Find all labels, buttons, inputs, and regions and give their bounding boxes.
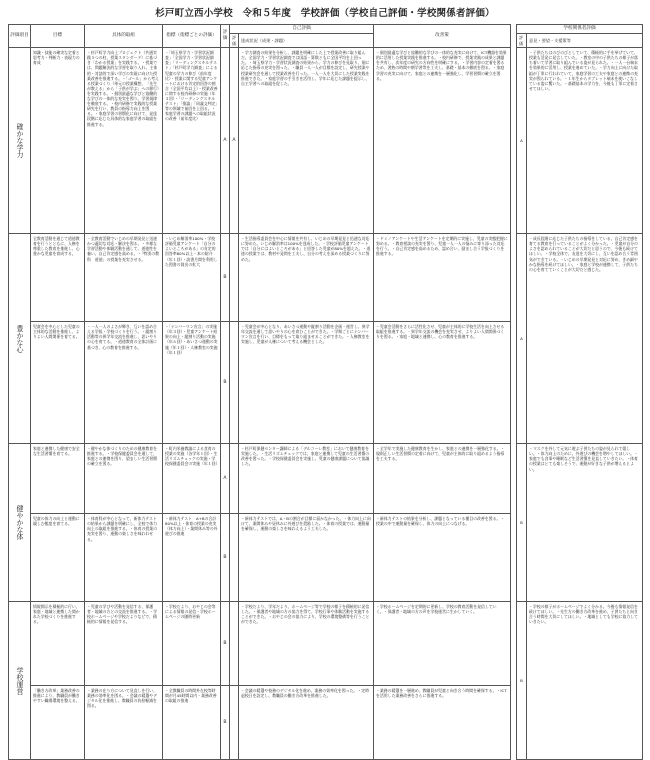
self-grade: A: [230, 48, 239, 234]
self-evaluation-table: [8, 24, 511, 760]
self-grade: [230, 322, 239, 444]
improvement-cell: ・ドミノアンケートや生活アンケートを定期的に実施し、児童の実態把握に努める。・教育相談の充実を図り、児童一人一人の悩みに寄り添った対応を行う。・自己肯定感を高めるため、認め合い、励まし合う学級づくりを推進する。: [374, 234, 511, 322]
indicator-cell: ・学校だより、おやじの会等による情報の発信・学校ホームページの随時更新: [163, 602, 221, 686]
measures-cell: ・業務の在り方について見直しを行い、業務の効率化を図る。・会議の精選やデジタル化を推進し、教職員の負担軽減を図る。: [85, 686, 163, 760]
result-cell: ・杉戸町保健センター講師による「デルコーレ教室」において健康教育を実施した。・生活リズムチェックでは、家庭と連携して児童の生活習慣の改善を図った。・学校保健委員会を実施し、児童の健康課題について協議した。: [239, 444, 374, 514]
related-grade: B: [517, 444, 527, 602]
area-label: 確かな学力: [9, 48, 31, 234]
related-evaluation-table: [516, 24, 643, 760]
table-row: [9, 444, 511, 514]
result-cell: ・生活指導委員会を中心に情報を共有し、いじめの早期発見と迅速な対応に努めた。いじめ解消率は100%を達成した。・学校評価児童アンケートでは「自分にはよいところがある」と回答した児童が80%を超えた。・道徳の授業では、教材や発問を工夫し、自分の考えを深める授業づくりに努めた。: [239, 234, 374, 322]
indicator-grade: A: [221, 444, 230, 514]
goal-cell: 児童の体力の向上と運動に親しむ態度を育てる。: [31, 514, 85, 602]
table-row: [9, 322, 511, 444]
header-related-eval: 評価: [517, 34, 527, 48]
improvement-cell: ・学校ホームページを定期的に更新し、学校の教育活動を発信していく。・保護者・地域の方の声を学校運営に生かしていく。: [374, 602, 511, 686]
indicator-grade: B: [221, 322, 230, 444]
improvement-cell: ・個別最適な学びと協働的な学びの一体的な充実に向けて、ICT機器を効果的に活用した授業実践を推進する。・校内研修で、授業実践の成果と課題を共有し、次年度の研究の方向性を明確にする。・学習内容の定着を図るため、習熟の時間や朝学習等を工夫し、基礎・基本の徹底を図る。・家庭学習の充実に向けて、家庭との連携を一層強化し、学習習慣の確立を図る。: [374, 48, 511, 234]
indicator-cell: ・いじめ解消率100%・学校評価児童アンケート「自分のよいところがある」の肯定的回答率80%以上・本の紹介（年１回）・読書月間を利用した図書の貸出の拡大: [163, 234, 221, 322]
table-row: [9, 514, 511, 602]
indicator-cell: ・全教職員の時間外在校等時間が月45時間以内・業務改善の取組の推進: [163, 686, 221, 760]
header-opinion: 意見・要望・支援策等: [527, 34, 643, 48]
improvement-cell: ・新体力テストの結果を分析し、課題となっている種目の改善を図る。・授業の中で運動量を確保し、体力の向上につなげる。: [374, 514, 511, 602]
opinion-cell: ・成長段階に応じた子供たちの指導をしている。自己肯定感を育てる教育を行っていることがよく分かった。・児童が自分のよさを認められていることが大切だと思うので、今後も続けてほしい。・学校全体で、友達を大切にし、互いを認め合う雰囲気ができている。・いじめの早期発見と対応に努め、きめ細やかな指導を続けてほしい。・家庭と学校が連携して、子供たちの心を育てていくことが大切だと感じた。: [527, 234, 643, 444]
result-cell: ・学力調査の結果を分析し、課題を明確にした上で授業改善に取り組んだ。全国学力・学習状況調査では国語・算数ともに全国平均を上回った。・埼玉県学力・学習状況調査の結果から、学力の伸びを見取り、個に応じた指導の充実を図った。・職員一人一人が目標を設定し、研究授業や授業研究会を通して授業改善を行った。一人一人を大切にした授業実践を推進できた。・家庭学習の手引きを活用し、学年に応じた課題を提示し、自主学習への取組を促した。: [239, 48, 374, 234]
improvement-cell: ・全学年で実施した健康教育を生かし、家庭との連携を一層強化する。・規則正しい生活習慣の定着に向けて、児童が主体的に取り組めるよう指導を工夫する。: [374, 444, 511, 514]
related-grade: A: [517, 48, 527, 234]
header-self-eval: 自己評価: [230, 25, 374, 34]
measures-cell: ・杉戸町学力向上プロジェクト（共通実践５つの柱、授業スタンダード）に基づき「わかる授業」を実践する。・授業では、問題解決的な学習を取り入れ、主体的・対話的で深い学びの実現に向けた授業改善を推進する。・「ゴール」から考える授業づくり（単元の授業構想、「先生が教える」から「子供が学ぶ」への移行）を実践する。・個別最適な学びと協働的な学びの一体的な充実を図り、学習規律を徹底する。・校内研修で実践的な授業研究を行い、教員の指導力向上を図る。・家庭学習の習慣化に向けて、発達段階に応じた具体的な家庭学習の取組を推進する。: [85, 48, 163, 234]
result-cell: ・新体力テストでは、A・Bの割合が目標に届かなかった。・体力向上に向けて、業間休みや昼休みに外遊びを奨励した。・体育の授業では、運動量を確保し、運動の楽しさを味わえるよう工夫した。: [239, 514, 374, 602]
table-row: [517, 48, 643, 234]
indicator-cell: ・町内栄養教諭による食育の授業の実施（各学年１回）・生活リズムチェックの実施・学校保健委員会の実施（年１回）: [163, 444, 221, 514]
table-row: [517, 602, 643, 760]
table-row: [9, 234, 511, 322]
indicator-grade: B: [221, 234, 230, 322]
header-goal: 目標: [31, 25, 85, 48]
result-cell: ・児童会が中心となり、あいさつ運動や縦割り活動を企画・運営し、異学年交流を通して思いやりの心を育むことができた。・学期ごとにナンバーワン宣言を行い、目標をもって取り組ませることができた。・人権教室を実施し、児童が人権について考える機会とした。: [239, 322, 374, 444]
header-eval: 評価: [221, 25, 230, 48]
result-cell: ・会議の精選や校務のデジタル化を進め、業務の効率化を図った。・定時退校日を設定し、教職員の働き方改革を推進した。: [239, 686, 374, 760]
header-area: 評価項目: [9, 25, 31, 48]
related-grade: A: [517, 234, 527, 444]
indicator-grade: B: [221, 686, 230, 760]
measures-cell: ・全教育活動でいじめの早期発見と迅速かつ適切な対応・解決を図る。・多様な学習活動や体験活動を通して、道徳性を養い、自己肯定感を高める。・「特別の教科 道徳」の授業を充実させる。: [85, 234, 163, 322]
header-eval-2: 評価: [230, 34, 239, 48]
goal-cell: 「働き方改革」業務改善の推進により、教職員が働きやすい職場環境を整える。: [31, 686, 85, 760]
header-result: 達成状況（成果・課題）: [239, 34, 374, 48]
self-grade: [230, 444, 239, 514]
indicator-cell: ・「ナンバーワン宣言」の実施（年３回）・児童アンケート結果の向上・縦割り活動の実施（年６回）・あいさつ運動の実施（年１回）・人権教室の実施（年１回）: [163, 322, 221, 444]
self-grade: [230, 602, 239, 686]
table-row: [517, 444, 643, 602]
improvement-cell: ・業務の精選を一層進め、教職員が児童と向き合う時間を確保する。・ICTを活用した業務改善をさらに推進する。: [374, 686, 511, 760]
goal-cell: 家庭と連携した健康で安全な生活習慣を育てる。: [31, 444, 85, 514]
area-label: 豊かな心: [9, 234, 31, 444]
goal-cell: 全教育活動を通じて道徳教育を行うとともに、人権を尊重した教育を推進し、心豊かな児童を育成する。: [31, 234, 85, 322]
header-indicator: 指標（指標ごとの評価）: [163, 25, 221, 48]
self-grade: [230, 686, 239, 760]
table-row: [517, 234, 643, 444]
goal-cell: 児童会を中心とした児童の主体的な活動を推進し、よりよい人間関係を育てる。: [31, 322, 85, 444]
indicator-grade: A: [221, 48, 230, 234]
area-label: 学校運営: [9, 602, 31, 760]
self-grade: [230, 234, 239, 322]
opinion-cell: ・子供たちはのびのびとしていて、積極的に手を挙げていて、授業も活発に発言していた。・教室の中の子供たちの様子が落ち着いて学習に取り組んでいる姿が見られた。・一人一台端末を効果的に活用し、授業を進めていた。・学力向上に向けた取組が丁寧に行われていて、家庭学習の工夫や家庭との連携の充実が図られている。・１年生からタブレット端末を使いこなしている姿に驚いた。・基礎基本の学力を、今後も丁寧に定着させてほしい。: [527, 48, 643, 234]
measures-cell: ・一人一人のよさが輝き、互いを認め合える学級・学校づくりを行う。・縦割り活動等の異学年交流を推進し、思いやりの心を育てる。・道徳教育の全体計画に基づき、心の教育を推進する。: [85, 322, 163, 444]
table-row: [9, 686, 511, 760]
opinion-cell: ・学校の様子がホームページでよく分かる。今後も情報発信を続けてほしい。・先生方の働き方改革を進め、子供たちと向き合う時間を大切にしてほしい。・地域としても学校に協力していきたい。: [527, 602, 643, 760]
result-cell: ・学校だより、学年だより、ホームページ等で学校の様子を積極的に発信した。・保護者や地域の方の協力を得て、学校行事や体験活動を実施することができた。・おやじの会の協力により、学校の環境整備等を行うことができた。: [239, 602, 374, 686]
improvement-cell: ・児童会活動をさらに活性化させ、児童が主体的に学校生活を向上させる取組を推進する。・異学年交流の機会を充実させ、よりよい人間関係づくりを図る。・家庭・地域と連携し、心の教育を推進する。: [374, 322, 511, 444]
indicator-grade: B: [221, 514, 230, 602]
self-grade: [230, 514, 239, 602]
document-title: 杉戸町立西小学校 令和５年度 学校評価（学校自己評価・学校関係者評価）: [155, 8, 495, 19]
indicator-grade: B: [221, 602, 230, 686]
table-row: [9, 48, 511, 234]
related-grade: B: [517, 602, 527, 760]
area-label: 健やかな体: [9, 444, 31, 602]
header-measures: 具体的取組: [85, 25, 163, 48]
opinion-cell: ・マスクを外して元気に遊ぶ子供たちの姿が見られて嬉しい。・体力向上のために、外遊びの機会を増やしてほしい。・家庭でも食事や睡眠など生活習慣を見直していきたい。・体育の授業はとても楽しそうで、運動が好きな子供が増えるとよい。: [527, 444, 643, 602]
measures-cell: ・健やかな体づくりのための健康教育を推進する。・学校保健委員会を通して、家庭との連携を図り、望ましい生活習慣の確立を図る。: [85, 444, 163, 514]
indicator-cell: ・「埼玉県学力・学習状況調査」「全国学力・学習状況調査」「リーディングスキルテスト」「杉戸町学力調査」による児童の学力の伸び（前年度比）・授業に関する児童アンケートにおける肯定的回答の割合（全国平均以上）・授業改善に関する校内研修の実施（年３回）・「リーディングスキルテスト」「推論」「同義文判定」等の領域で前回を上回る。・家庭学習の課題への取組状況の改善（前年度比）: [163, 48, 221, 234]
header-related: 学校関係者評価: [517, 25, 643, 34]
header-improvement: 改善策: [374, 25, 511, 48]
measures-cell: ・児童の学びや活動を発信する、保護者・地域の方との交流を推進する。・学校ホームページや学校だよりなどで、積極的に情報を発信する。: [85, 602, 163, 686]
table-row: [9, 602, 511, 686]
measures-cell: ・体育科が中心となって、新体力テストの結果から課題を明確にし、全校で体力向上の取組を推進する。・体育の授業の充実を図り、運動の楽しさを味わわせる。: [85, 514, 163, 602]
goal-cell: 情報開示を積極的に行い、家庭・地域と連携した開かれた学校づくりを推進する。: [31, 602, 85, 686]
goal-cell: 知識・技能の確実な定着と思考力・判断力・表現力の育成: [31, 48, 85, 234]
indicator-cell: ・新体力テスト A+Bの合計80%以上・体育の授業の充実（体力向上）・業間休み等の外遊びの推進: [163, 514, 221, 602]
